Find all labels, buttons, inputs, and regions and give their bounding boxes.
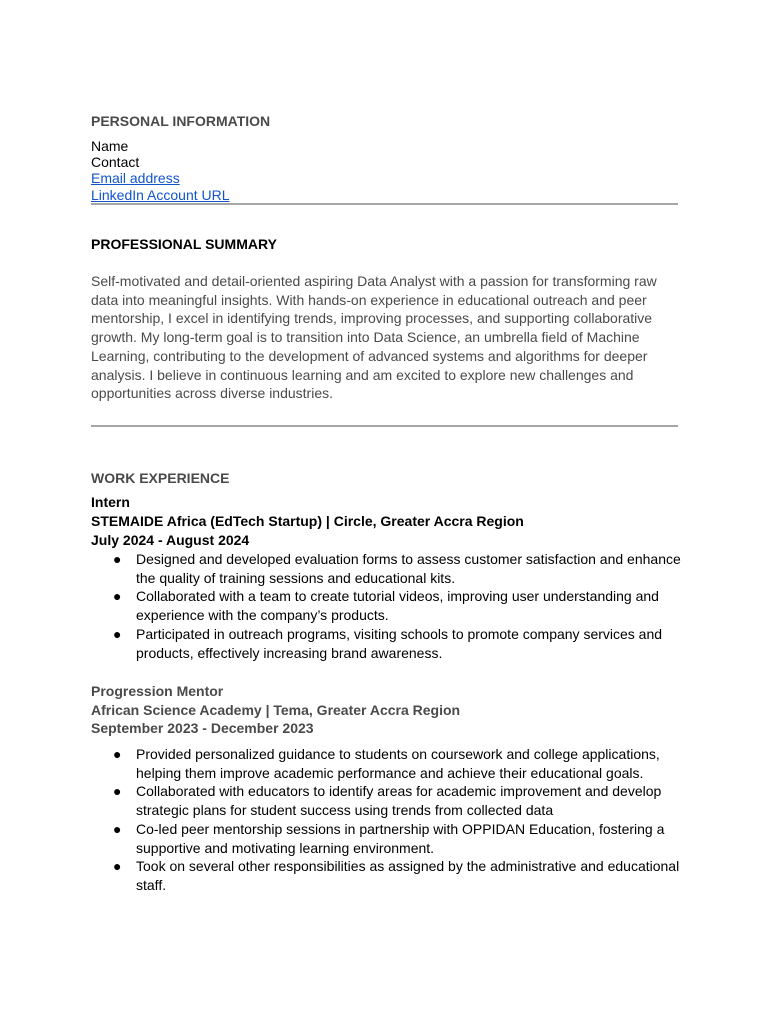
linkedin-link[interactable]: LinkedIn Account URL <box>91 187 230 203</box>
bullet-icon: ● <box>113 588 122 605</box>
personal-info-heading: PERSONAL INFORMATION <box>91 113 271 129</box>
summary-line: opportunities across diverse industries. <box>91 385 334 402</box>
list-item-line: Collaborated with educators to identify areas for academic improvement and develop <box>136 783 662 800</box>
list-item-line: Co-led peer mentorship sessions in partnership with OPPIDAN Education, fostering a <box>136 820 665 837</box>
list-item-line: supportive and motivating learning environment. <box>136 839 435 856</box>
list-item <box>91 745 691 782</box>
section-divider <box>91 203 678 205</box>
job-organization: African Science Academy | Tema, Greater Accra Region <box>91 702 461 718</box>
list-item-line: strategic plans for student success using trends from collected data <box>136 802 554 819</box>
list-item-line: helping them improve academic performance and achieve their educational goals. <box>136 764 644 781</box>
job-title: Intern <box>91 494 130 510</box>
job-bullet-list <box>91 550 691 662</box>
list-item <box>91 587 691 624</box>
summary-line: Self-motivated and detail-oriented aspiring Data Analyst with a passion for transforming raw <box>91 273 657 289</box>
summary-heading: PROFESSIONAL SUMMARY <box>91 236 277 252</box>
job-title: Progression Mentor <box>91 683 224 699</box>
list-item <box>91 857 691 894</box>
list-item <box>91 625 691 662</box>
contact-text: Contact <box>91 154 140 170</box>
list-item-line: products, effectively increasing brand awareness. <box>136 644 443 661</box>
bullet-icon: ● <box>113 746 122 762</box>
list-item-line: staff. <box>136 876 167 893</box>
email-link[interactable]: Email address <box>91 170 180 186</box>
list-item <box>91 550 691 587</box>
bullet-icon: ● <box>113 858 122 875</box>
job-dates: September 2023 - December 2023 <box>91 720 314 736</box>
list-item-line: experience with the company’s products. <box>136 607 389 624</box>
summary-line: growth. My long-term goal is to transition into Data Science, an umbrella field of Machine <box>91 329 640 346</box>
list-item <box>91 782 691 819</box>
list-item <box>91 820 691 857</box>
list-item-line: Took on several other responsibilities as assigned by the administrative and educational <box>136 858 680 875</box>
summary-line: data into meaningful insights. With hands-on experience in educational outreach and peer <box>91 291 647 308</box>
bullet-icon: ● <box>113 783 122 800</box>
summary-line: analysis. I believe in continuous learning and am excited to explore new challenges and <box>91 366 634 383</box>
list-item-line: Provided personalized guidance to students on coursework and college applications, <box>136 746 660 762</box>
summary-paragraph <box>91 272 671 403</box>
summary-line: mentorship, I excel in identifying trends, improving processes, and supporting collaborative <box>91 310 653 327</box>
bullet-icon: ● <box>113 820 122 837</box>
list-item-line: Collaborated with a team to create tutorial videos, improving user understanding and <box>136 588 659 605</box>
summary-line: Learning, contributing to the development of advanced systems and algorithms for deeper <box>91 347 648 364</box>
section-divider <box>91 425 678 427</box>
bullet-icon: ● <box>113 625 122 642</box>
bullet-icon: ● <box>113 551 122 567</box>
list-item-line: Participated in outreach programs, visiting schools to promote company services and <box>136 625 663 642</box>
list-item-line: the quality of training sessions and educational kits. <box>136 569 456 586</box>
name-text: Name <box>91 138 129 154</box>
job-dates: July 2024 - August 2024 <box>91 532 250 548</box>
job-bullet-list <box>91 745 691 895</box>
list-item-line: Designed and developed evaluation forms to assess customer satisfaction and enhance <box>136 551 681 567</box>
work-experience-heading: WORK EXPERIENCE <box>91 470 230 486</box>
job-organization: STEMAIDE Africa (EdTech Startup) | Circle, Greater Accra Region <box>91 513 524 529</box>
